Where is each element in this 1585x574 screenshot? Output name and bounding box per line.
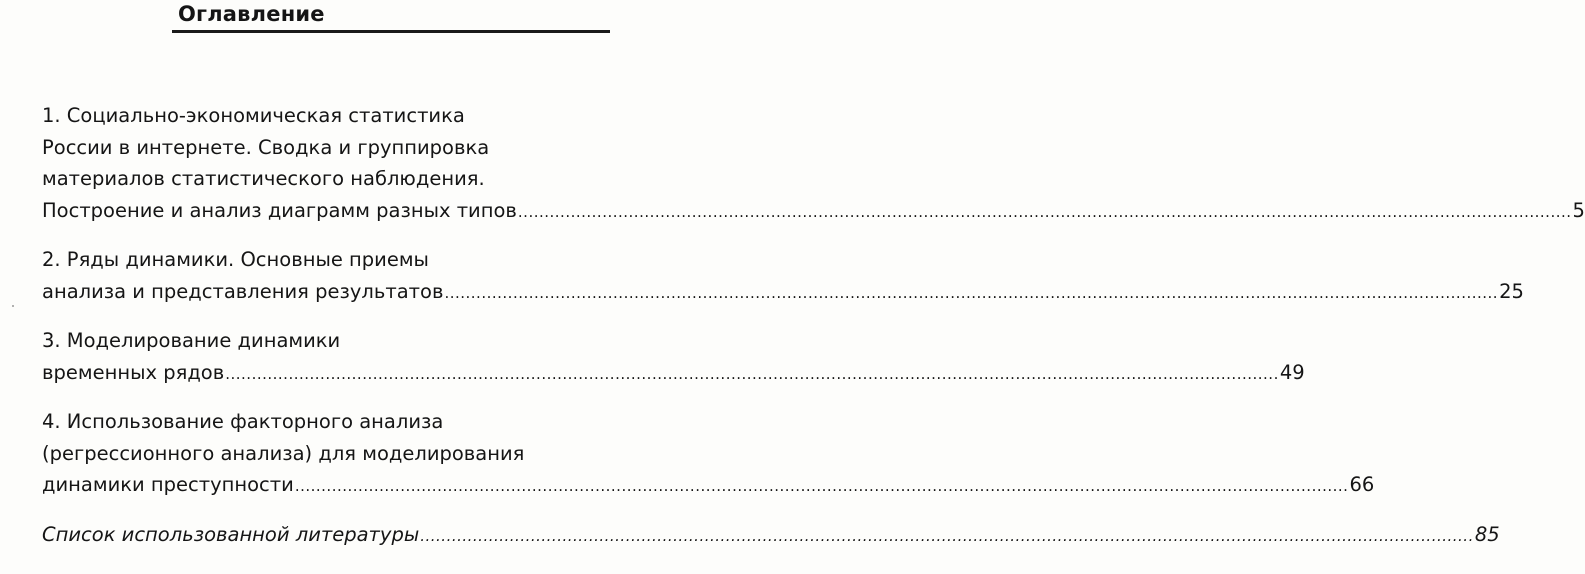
toc-heading-block (172, 0, 610, 34)
toc-entry-3 (42, 325, 1305, 388)
toc-entry-references (42, 519, 1500, 551)
heading-underline (172, 30, 610, 33)
toc-entry-last-line (42, 519, 1500, 551)
toc-entry-last-line (42, 469, 1375, 501)
toc-entry-line: Построение и анализ диаграмм разных типов (42, 198, 517, 222)
page-number: 49 (1279, 360, 1305, 384)
toc-entry-line: динамики преступности (42, 473, 294, 496)
dot-leader: ........................................................................................................................................................................................................ (517, 202, 1572, 221)
toc-entry-line: 4. Использование факторного анализа (42, 410, 444, 433)
toc-entry-line: России в интернете. Сводка и группировка (42, 135, 490, 159)
toc-entry-last-line (42, 195, 1585, 227)
toc-entry-4 (42, 406, 1375, 501)
toc-entry-line: 1. Социально-экономическая статистика (42, 104, 465, 127)
dot-leader: ........................................................................................................................................................................................................ (420, 526, 1474, 545)
page-number: 25 (1499, 279, 1524, 303)
dot-leader: ........................................................................................................................................................................................................ (225, 364, 1279, 383)
dot-leader: ........................................................................................................................................................................................................ (294, 477, 1349, 495)
page-number: 5 (1572, 198, 1585, 222)
toc-entry-line: 2. Ряды динамики. Основные приемы (42, 248, 429, 271)
paper-speck (12, 305, 14, 307)
toc-entry-last-line (42, 276, 1524, 308)
toc-entry-line: (регрессионного анализа) для моделирования (42, 441, 525, 465)
dot-leader: ........................................................................................................................................................................................................ (444, 283, 1499, 302)
toc-entry-line: 3. Моделирование динамики (42, 329, 341, 352)
page-number: 66 (1349, 473, 1375, 496)
toc-entry-line: Список использованной литературы (42, 522, 420, 546)
toc-entry-line: анализа и представления результатов (42, 279, 444, 303)
page-title: Оглавление (178, 2, 325, 26)
toc-entry-line: материалов статистического наблюдения. (42, 167, 485, 190)
page-number: 85 (1474, 522, 1500, 546)
table-of-contents (42, 100, 1585, 550)
toc-entry-2 (42, 244, 1524, 307)
toc-entry-line: временных рядов (42, 360, 225, 384)
toc-entry-1 (42, 100, 1585, 226)
toc-entry-last-line (42, 357, 1305, 389)
